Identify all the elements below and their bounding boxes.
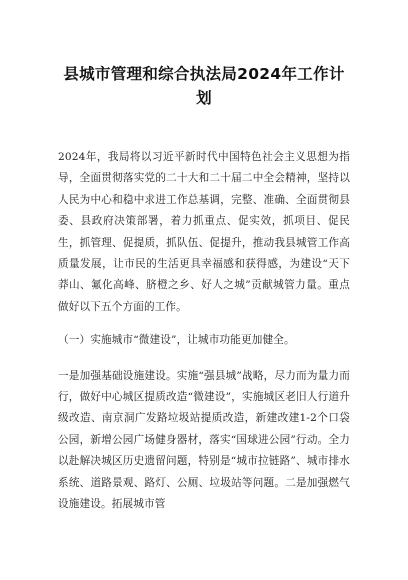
body-paragraph: 一是加强基础设施建设。实施“强县城”战略，尽力而为量力而行，做好中心城区提质改造“微建设”，实施城区老旧人行道升级改造、南京洞广发路垃圾站提质改造，新建改建1-2个口袋公园，新增公园广场健身器材，落实“国球进公园”行动。全力以赴解决城区历史遗留问题，特别是“城市拉链路”、城市排水系统、道路景观、路灯、公厕、垃圾站等问题。二是加强燃气设施建设。拓展城市管 (58, 369, 350, 511)
document-title: 县城市管理和综合执法局2024年工作计划 (63, 65, 345, 107)
intro-paragraph: 2024年，我局将以习近平新时代中国特色社会主义思想为指导，全面贯彻落实党的二十大和二十届二中全会精神，坚持以人民为中心和稳中求进工作总基调，完整、准确、全面贯彻县委、县政府决策部署，着力抓重点、促实效，抓项目、促民生，抓管理、促提质，抓队伍、促提升，推动我县城管工作高质量发展，让市民的生活更具幸福感和获得感，为建设“天下莽山、氟化高峰、脐橙之乡、好人之城”贡献城管力量。重点做好以下五个方面的工作。 (58, 151, 350, 313)
section-heading: （一）实施城市“微建设”，让城市功能更加健全。 (58, 334, 295, 347)
